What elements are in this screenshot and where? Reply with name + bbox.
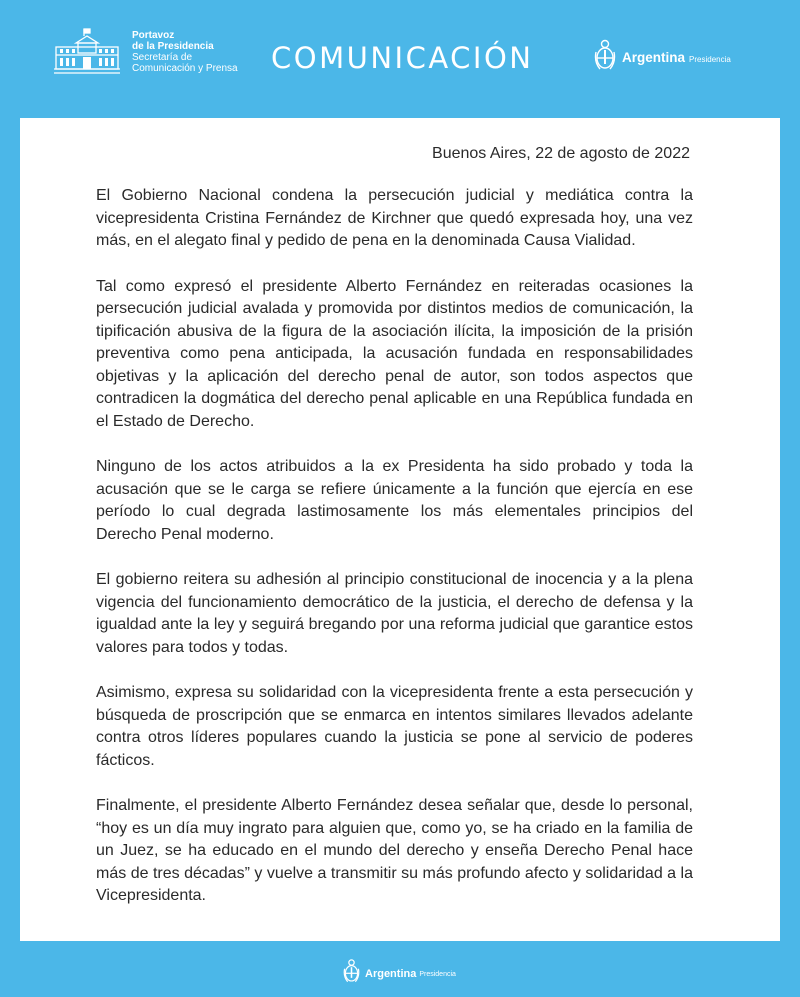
document-date: Buenos Aires, 22 de agosto de 2022: [432, 145, 690, 162]
document-page: [20, 118, 780, 941]
portavoz-text: [132, 30, 238, 74]
casa-rosada-icon: [52, 27, 122, 77]
portavoz-line: de la Presidencia: [132, 41, 214, 52]
coat-of-arms-icon: [594, 38, 616, 77]
coat-of-arms-icon: [343, 958, 360, 989]
footer-brand-name: Argentina: [365, 967, 417, 980]
paragraph: Finalmente, el presidente Alberto Fernández desea señalar que, desde lo personal, “hoy es un día muy ingrato para alguien que, como yo, se ha criado en la familia de un Juez, se ha educado en el mundo del derecho y enseña Derecho Penal hace más de tres décadas” y vuelve a transmitir su más profundo afecto y solidaridad a la Vicepresidenta.: [96, 797, 693, 904]
brand-sub: Presidencia: [689, 54, 731, 64]
footer-band: [0, 941, 800, 997]
brand-name: Argentina: [622, 50, 686, 65]
portavoz-line: Comunicación y Prensa: [132, 63, 238, 74]
footer-logo: [343, 958, 456, 989]
portavoz-line: Secretaría de: [132, 52, 193, 63]
footer-brand-sub: Presidencia: [419, 971, 456, 978]
paragraph: Tal como expresó el presidente Alberto Fernández en reiteradas ocasiones la persecución judicial avalada y promovida por distintos medios de comunicación, la tipificación abusiva de la figura de la asociación ilícita, la imposición de la prisión preventiva como pena anticipada, la acusación fundada en responsabilidades objetivas y la aplicación del derecho penal de autor, son todos aspectos que contradicen la dogmática del derecho penal aplicable en una República fundada en el Estado de Derecho.: [96, 277, 693, 430]
portavoz-logo: [52, 27, 238, 77]
paragraph: Asimismo, expresa su solidaridad con la vicepresidenta frente a esta persecución y búsqueda de proscripción que se enmarca en intentos similares llevados adelante contra otros líderes populares cuando la justicia se pone al servicio de poderes fácticos.: [96, 684, 693, 769]
header-band: [0, 0, 800, 118]
portavoz-line: Portavoz: [132, 30, 175, 41]
paragraph: El Gobierno Nacional condena la persecución judicial y mediática contra la vicepresidenta Cristina Fernández de Kirchner que quedó expresada hoy, una vez más, en el alegato final y pedido de pena en la denominada Causa Vialidad.: [96, 187, 693, 249]
argentina-logo: [594, 38, 731, 77]
paragraph: El gobierno reitera su adhesión al principio constitucional de inocencia y a la plena vigencia del funcionamiento democrático de la justicia, el derecho de defensa y la igualdad ante la ley y seguirá bregando por una reforma judicial que garantice estos valores para todos y todas.: [96, 571, 693, 656]
document-body: [96, 185, 693, 931]
page-title: COMUNICACIÓN: [271, 41, 534, 75]
paragraph: Ninguno de los actos atribuidos a la ex Presidenta ha sido probado y toda la acusación que se le carga se refiere únicamente a la función que ejercía en ese período lo cual degrada lastimosamente los más elementales principios del Derecho Penal moderno.: [96, 458, 693, 543]
